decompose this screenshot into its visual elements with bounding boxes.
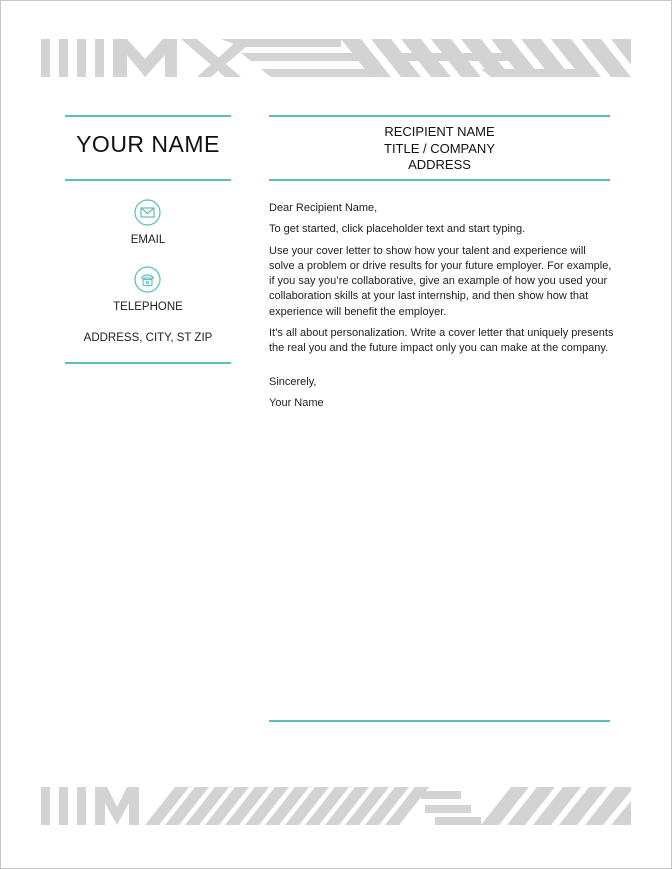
bottom-pattern-graphic [41,787,631,825]
envelope-icon [134,199,161,226]
signature[interactable]: Your Name [269,396,324,409]
recipient-address[interactable]: ADDRESS [408,157,471,172]
bottom-pattern-shapes [41,787,631,825]
body-paragraph-1[interactable]: Use your cover letter to show how your talent and experience will solve a problem or drive results for your future employer. For example, if you say you’re collaborative, give an example of how you used your collaboration skills at your last internship, and then show how that experience will benefit the employer. [269,244,612,318]
recipient-title-company[interactable]: TITLE / COMPANY [384,140,495,156]
left-top-rule [65,115,231,117]
intro-paragraph[interactable]: To get started, click placeholder text and start typing. [269,223,526,236]
salutation[interactable]: Dear Recipient Name, [269,202,378,214]
top-pattern-banner [41,39,631,77]
top-pattern-graphic [41,39,631,77]
sender-address[interactable]: ADDRESS, CITY, ST ZIP [83,332,213,344]
right-bottom-rule [269,720,610,722]
right-mid-rule [269,179,610,181]
sender-name[interactable]: YOUR NAME [76,131,220,157]
telephone-icon [134,266,161,293]
telephone-label[interactable]: TELEPHONE [113,301,183,313]
closing[interactable]: Sincerely, [269,375,317,388]
body-paragraph-2[interactable]: It’s all about personalization. Write a cover letter that uniquely presents the real you and the future impact only you can make at the company. [269,327,614,355]
letter-body [269,201,614,411]
recipient-name[interactable]: RECIPIENT NAME [384,124,495,139]
top-pattern-shapes [41,39,631,77]
right-top-rule [269,115,610,117]
bottom-pattern-banner [41,787,631,825]
recipient-block [269,124,610,174]
email-label[interactable]: EMAIL [130,234,166,246]
left-mid-rule [65,179,231,181]
left-bottom-rule [65,362,231,364]
